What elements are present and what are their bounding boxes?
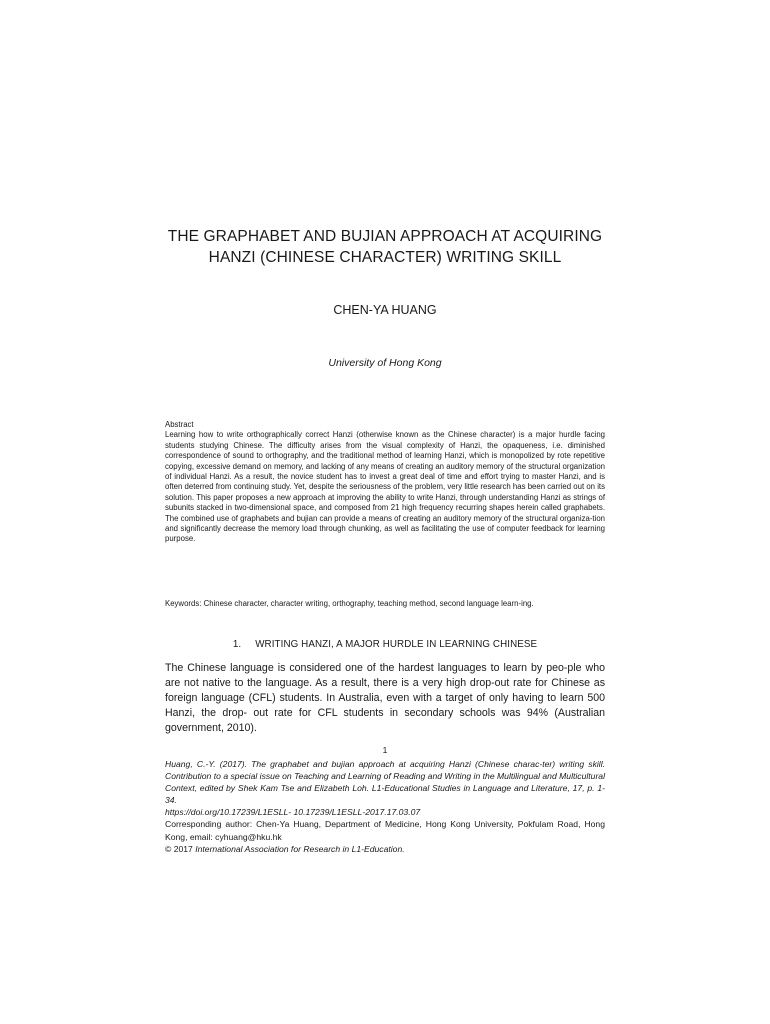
keywords: Keywords: Chinese character, character writing, orthography, teaching method, second language learn-ing. [165, 599, 534, 608]
doi-link[interactable]: https://doi.org/10.17239/L1ESLL- 10.17239/L1ESLL-2017.17.03.07 [165, 807, 421, 818]
copyright-line [165, 843, 605, 855]
citation-text: Huang, C.-Y. (2017). The graphabet and bujian approach at acquiring Hanzi (Chinese charac-ter) writing skill. Contribution to a special issue on Teaching and Learning of Reading and Writing in the Multilingual and Multicultural Context, edited by Shek Kam Tse and Elizabeth Loh. L1-Educational Studies in Language and Literature, 17, p. 1-34. [165, 759, 605, 806]
abstract [165, 420, 605, 545]
section-number: 1. [232, 639, 242, 650]
abstract-text: Learning how to write orthographically correct Hanzi (otherwise known as the Chinese character) is a major hurdle facing students studying Chinese. The difficulty arises from the visual complexity of Hanzi, the opaqueness, i.e. diminished correspondence of sound to orthography, and the traditional method of learning Hanzi, which is monopolized by rote repetitive copying, excessive demand on memory, and lacking of any means of creating an auditory memory of the structural organization of individual Hanzi. As a result, the novice student has to invest a great deal of time and effort trying to master Hanzi, and is often deterred from continuing study. Yet, despite the seriousness of the problem, very little research has been carried out on its solution. This paper proposes a new approach at improving the ability to write Hanzi, through understanding Hanzi as strings of subunits stacked in two-dimensional space, and composed from 21 high frequency recurring shapes herein called graphabets. The combined use of graphabets and bujian can provide a means of creating an auditory memory of the structural organiza-tion and significantly decrease the memory load through chunking, as well as facilitating the use of computer feedback for learning purpose. [165, 430, 605, 544]
abstract-heading: Abstract [165, 420, 194, 429]
footnote [165, 758, 605, 855]
title-line-1: THE GRAPHABET AND BUJIAN APPROACH AT ACQUIRING [167, 228, 603, 245]
copyright-symbol: © 2017 [165, 843, 193, 854]
correspondence-text: Corresponding author: Chen-Ya Huang, Department of Medicine, Hong Kong University, Pokfulam Road, Hong Kong, email: cyhuang@hku.hk [165, 819, 605, 842]
section-heading [165, 639, 605, 650]
copyright-holder: International Association for Research in L1-Education. [195, 843, 405, 854]
body-paragraph: The Chinese language is considered one of the hardest languages to learn by peo-ple who are not native to the language. As a result, there is a very high drop-out rate for Chinese as foreign language (CFL) students. In Australia, even with a target of only having to learn 500 Hanzi, the drop- out rate for CFL students in secondary schools was 94% (Australian government, 2010). [165, 662, 605, 734]
author-name: CHEN-YA HUANG [333, 303, 437, 317]
author-affiliation: University of Hong Kong [328, 357, 442, 369]
section-title: WRITING HANZI, A MAJOR HURDLE IN LEARNING CHINESE [255, 639, 538, 650]
title-line-2: HANZI (CHINESE CHARACTER) WRITING SKILL [208, 249, 562, 266]
footnote-marker: 1 [382, 745, 388, 755]
paper-title [130, 226, 640, 268]
